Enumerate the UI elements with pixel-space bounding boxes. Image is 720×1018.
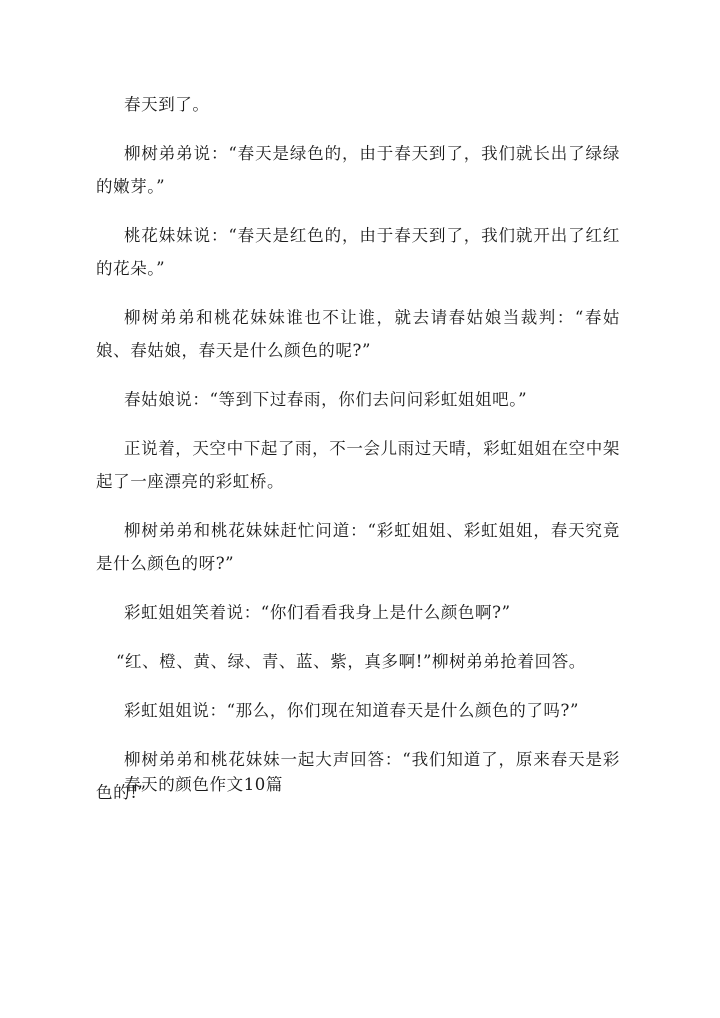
paragraph: “红、橙、黄、绿、青、蓝、紫，真多啊!”柳树弟弟抢着回答。 <box>116 652 586 671</box>
paragraph: 桃花妹妹说：“春天是红色的，由于春天到了，我们就开出了红红的花朵。” <box>96 226 620 278</box>
paragraph: 彩虹姐姐笑着说：“你们看看我身上是什么颜色啊?” <box>124 603 511 622</box>
paragraph: 春姑娘说：“等到下过春雨，你们去问问彩虹姐姐吧。” <box>124 390 528 409</box>
paragraph: 柳树弟弟和桃花妹妹谁也不让谁，就去请春姑娘当裁判：“春姑娘、春姑娘，春天是什么颜色的呢?” <box>96 308 620 360</box>
document-body <box>96 88 620 825</box>
paragraph: 柳树弟弟和桃花妹妹赶忙问道：“彩虹姐姐、彩虹姐姐，春天究竟是什么颜色的呀?” <box>96 521 620 573</box>
paragraph: 春天到了。 <box>124 95 210 114</box>
paragraph: 柳树弟弟和桃花妹妹一起大声回答：“我们知道了，原来春天是彩色的!” <box>96 750 620 802</box>
paragraph: 正说着，天空中下起了雨，不一会儿雨过天晴，彩虹姐姐在空中架起了一座漂亮的彩虹桥。 <box>96 439 620 491</box>
paragraph: 彩虹姐姐说：“那么，你们现在知道春天是什么颜色的了吗?” <box>124 701 580 720</box>
next-essay-title: 春天的颜色作文10篇 <box>124 775 283 794</box>
paragraph: 柳树弟弟说：“春天是绿色的，由于春天到了，我们就长出了绿绿的嫩芽。” <box>96 144 620 196</box>
